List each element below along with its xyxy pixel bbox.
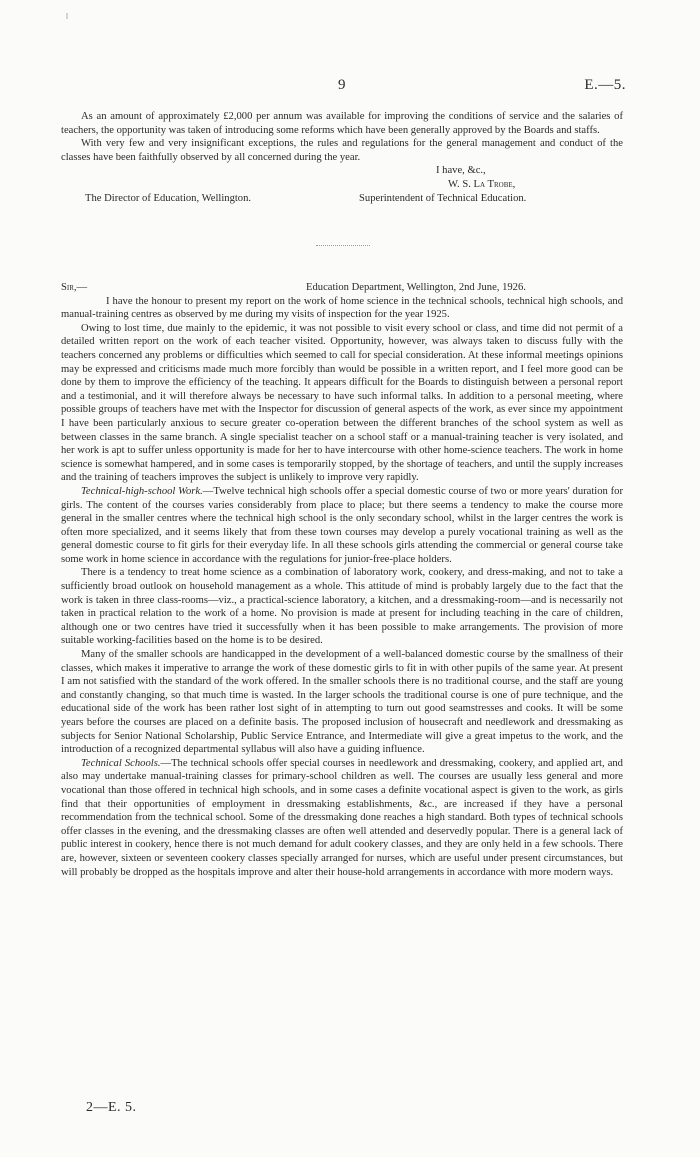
page-number: 9 xyxy=(338,77,346,93)
high-school-text: —Twelve technical high schools offer a special domestic course of two or more years' duration for girls. The content of the courses varies considerably from place to place; but there seems a tendency to make the course more general in the smaller centres where the technical high school is the only secondary school, whilst in the larger centres the work is often more specialized, and it seems likely that from these town courses may develop a purely vocational training as well as the general domestic course to fit girls for their everyday life. In all these schools girls attending the commercial or general course take some work in home science in accordance with the regulations for junior-free-place holders. xyxy=(61,485,623,565)
intro-paragraph: I have the honour to present my report on the work of home science in the technical schools, technical high schools, and manual-training centres as observed by me during my visits of inspection for the year 1925. xyxy=(61,295,623,321)
addressee: The Director of Education, Wellington. xyxy=(85,192,252,204)
closing-row xyxy=(61,164,623,178)
letter-one-paragraph: As an amount of approximately £2,000 per annum was available for improving the conditions of service and the salaries of teachers, the opportunity was taken of introducing some reforms which have been generally approved by the Boards and staffs. xyxy=(61,111,623,136)
high-school-paragraph xyxy=(61,485,623,567)
signer-row xyxy=(61,178,623,192)
technical-schools-text: —The technical schools offer special courses in needlework and dressmaking, cookery, and applied art, and also may undertake manual-training classes for primary-school children as well. The courses are usually less general and more vocational than those offered in technical high schools, and in some cases a definite vocational aspect is given to the work, as girls find that their opportunities of employment in dressmaking establishments, &c., are increased if they have a personal recommendation from the technical school. Some of the dressmaking done reaches a high standard. Both types of technical schools offer classes in the evening, and the dressmaking classes are often well attended and deservedly popular. There is a general lack of public interest in cookery, hence there is not much demand for adult cookery classes, and they are only held in a few schools. There are, however, sixteen or seventeen cookery classes specially arranged for nurses, which are useful under present circumstances, but will probably be dropped as the hospitals improve and alter their house-hold arrangements in accordance with more modern ways. xyxy=(61,757,623,878)
closing-phrase: I have, &c., xyxy=(436,165,486,177)
signer-name: W. S. La Trobe, xyxy=(448,178,516,190)
signer-title: Superintendent of Technical Education. xyxy=(359,192,527,204)
technical-schools-heading: Technical Schools. xyxy=(81,757,161,769)
letter-two xyxy=(61,281,623,879)
section-divider xyxy=(316,245,370,246)
page-reference: E.—5. xyxy=(584,77,626,93)
salutation: Sir,— xyxy=(61,282,88,293)
letter-one xyxy=(61,110,623,205)
letter-one-paragraph: With very few and very insignificant exceptions, the rules and regulations for the general management and conduct of the classes have been faithfully observed by all concerned during the year. xyxy=(61,138,623,163)
addressee-row xyxy=(61,192,623,206)
salutation-row xyxy=(61,281,623,295)
dateline: Education Department, Wellington, 2nd June, 1926. xyxy=(306,282,526,293)
technical-schools-paragraph xyxy=(61,757,623,879)
high-school-heading: Technical-high-school Work. xyxy=(81,485,203,497)
visits-paragraph: Owing to lost time, due mainly to the epidemic, it was not possible to visit every school or class, and time did not permit of a detailed written report on the work of each teacher visited. Opportunity, however, was always taken to discuss fully with the teachers concerned any problems or difficulties which seemed to call for special consideration. At these informal meetings opinions may be expressed and criticisms made much more forcibly than would be possible in a written report, and I feel more good can be done by them to improve the efficiency of the teaching. It appears difficult for the Boards to distinguish between a personal report and a testimonial, and it will therefore always be necessary to have such informal talks. In addition to a personal meeting, where possible groups of teachers have met with the Inspector for discussion of general aspects of the work, as ever since my appointment I have been particularly anxious to secure greater co-operation between the different branches of the school system as well as between classes in the same branch. A single specialist teacher on a school staff or a manual-training teacher is very isolated, and her work is apt to suffer unless opportunity is made for her to have intercourse with other home-science teachers. The work in home science is somewhat hampered, and in some cases is temporarily stopped, by the shortage of teachers, and until the supply increases and the training of teachers improves the subject is unlikely to improve very rapidly. xyxy=(61,322,623,484)
signature-mark: 2—E. 5. xyxy=(86,1100,137,1115)
margin-mark xyxy=(66,13,68,19)
smaller-schools-paragraph: Many of the smaller schools are handicapped in the development of a well-balanced domestic course by the smallness of their classes, which makes it imperative to arrange the work of these domestic girls to fit in with other pupils of the same year. At present I am not satisfied with the standard of the work offered. In the smaller schools there is no traditional course, and the staff are young and constantly changing, so that much time is wasted. In the larger schools the traditional course is one of pure technique, and the educational side of the work has been rather lost sight of in attempting to turn out good seamstresses and cooks. It will be some years before the courses are placed on a definite basis. The proposed inclusion of housecraft and needlework and dressmaking as subjects for Senior National Scholarship, Public Service Entrance, and Intermediate will give a great impetus to the work, and the introduction of a recognized departmental syllabus will also have a guiding influence. xyxy=(61,649,623,756)
tendency-paragraph: There is a tendency to treat home science as a combination of laboratory work, cookery, and dress-making, and not to take a sufficiently broad outlook on household management as a whole. This attitude of mind is probably largely due to the fact that the work is taken in three class-rooms—viz., a practical-science laboratory, a kitchen, and a dressmaking-room—and is necessarily not taken in practical relation to the work of a home. No provision is made at present for including teaching in the care of children, although one or two centres have tried it successfully when it has been possible to make arrangements. The provision of more suitable working-facilities based on the home is to be desired. xyxy=(61,567,623,647)
